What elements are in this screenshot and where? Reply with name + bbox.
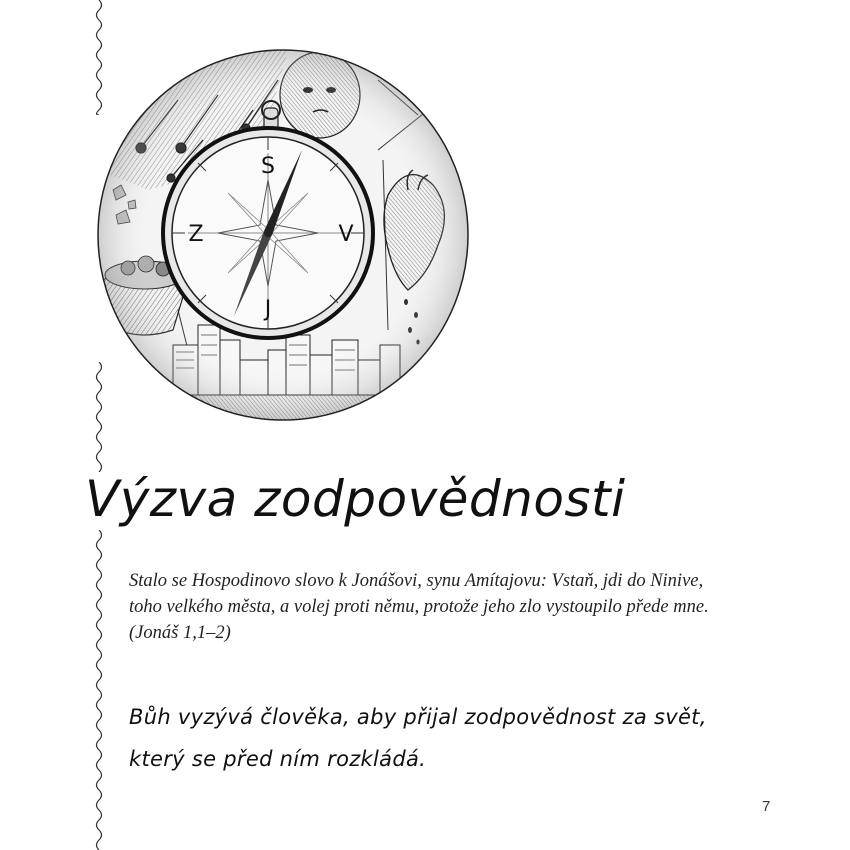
statement-line: který se před ním rozkládá. <box>129 747 427 771</box>
bible-quote <box>129 568 809 646</box>
statement-line: Bůh vyzývá člověka, aby přijal zodpovědnost za svět, <box>129 705 707 729</box>
compass-illustration <box>88 40 478 430</box>
quote-reference: (Jonáš 1,1–2) <box>129 623 231 643</box>
compass-letter-south: J <box>264 297 272 322</box>
page-number: 7 <box>762 798 771 815</box>
compass-letter-east: V <box>338 222 354 247</box>
compass-letter-west: Z <box>188 222 204 247</box>
page-title: Výzva zodpovědnosti <box>85 470 626 528</box>
quote-line: Stalo se Hospodinovo slovo k Jonášovi, synu Amítajovu: Vstaň, jdi do Ninive, <box>129 571 704 591</box>
wavy-margin-line-bottom <box>92 530 106 850</box>
handwritten-statement <box>129 696 819 780</box>
quote-line: toho velkého města, a volej proti němu, protože jeho zlo vystoupilo přede mne. <box>129 597 709 617</box>
compass-letter-north: S <box>261 154 275 179</box>
